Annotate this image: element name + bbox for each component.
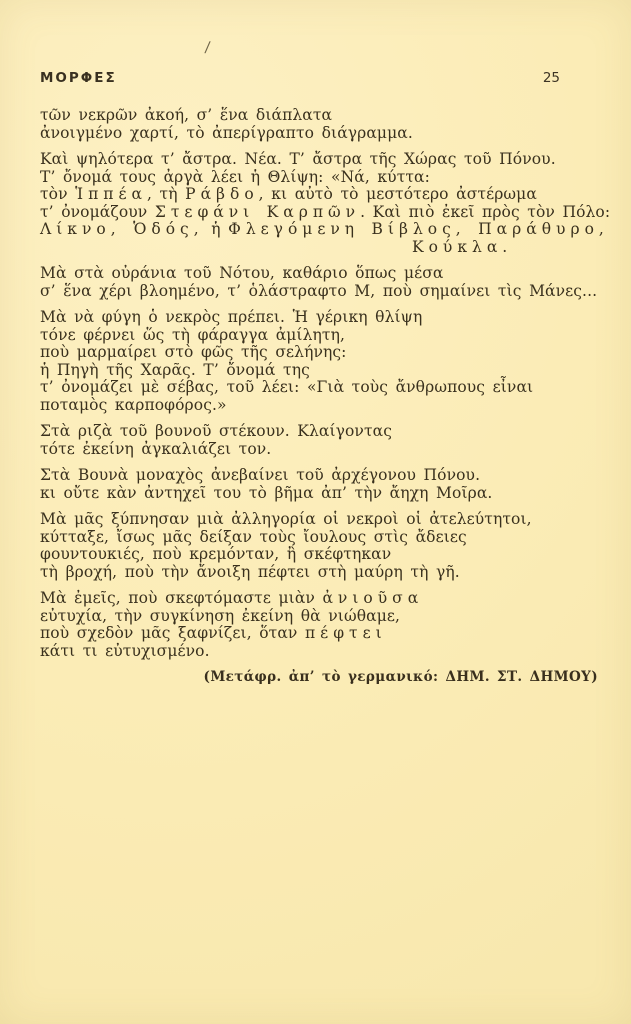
- poem-line: [40, 511, 598, 529]
- page-content: [40, 70, 611, 685]
- running-head: [40, 70, 598, 86]
- text-segment: Μὰ μᾶς ξύπνησαν μιὰ ἀλληγορία οἱ νεκροὶ οἱ ἀτελεύτητοι,: [40, 510, 532, 528]
- translator-attribution: (Μετάφρ. ἀπ’ τὸ γερμανικό: ΔΗΜ. ΣΤ. ΔΗΜΟΥ): [203, 669, 598, 685]
- poem-line: [40, 151, 598, 169]
- text-segment: ποὺ μαρμαίρει στὸ φῶς τῆς σελήνης:: [40, 343, 347, 361]
- poem-line: [40, 625, 598, 643]
- letterspaced-word: Λίκνο, Ὁδός,: [40, 220, 204, 238]
- text-segment: , τὴ: [146, 185, 186, 203]
- text-segment: ἡ: [203, 220, 229, 238]
- letterspaced-word: Φλεγόμενη Βίβλος, Παράθυρο,: [228, 220, 609, 238]
- letterspaced-word: Ράβδο: [185, 185, 259, 203]
- poem-line: [40, 220, 609, 239]
- stanza: [40, 309, 598, 414]
- stanza: [40, 590, 598, 660]
- text-segment: κάτι τι εὐτυχισμένο.: [40, 641, 210, 660]
- text-segment: . Καὶ πιὸ ἐκεῖ πρὸς τὸν Πόλο:: [360, 202, 611, 221]
- poem-line: [40, 107, 598, 125]
- poem-line: [412, 239, 598, 257]
- stanza: [40, 467, 598, 502]
- poem-line: [40, 529, 598, 547]
- stanza: [40, 265, 598, 300]
- text-segment: Στὰ Βουνὰ μοναχὸς ἀνεβαίνει τοῦ ἀρχέγονου Πόνου.: [40, 466, 481, 484]
- poem-line: [40, 485, 598, 503]
- stray-ink-mark: /: [204, 37, 211, 57]
- poem-line: [40, 379, 598, 397]
- letterspaced-word: ἀνιοῦσα: [322, 589, 424, 607]
- text-segment: τ’ ὀνομάζουν: [40, 202, 155, 221]
- text-segment: τότε ἐκείνη ἀγκαλιάζει τον.: [40, 439, 272, 458]
- text-segment: , κι αὐτὸ τὸ μεστότερο ἀστέρωμα: [258, 185, 537, 203]
- stanza: [40, 511, 598, 581]
- text-segment: ἀνοιγμένο χαρτί, τὸ ἀπερίγραπτο διάγραμμα.: [40, 123, 413, 142]
- poem-line: [40, 467, 598, 485]
- poem-line: [40, 327, 598, 345]
- text-segment: τ’ ὀνομάζει μὲ σέβας, τοῦ λέει: «Γιὰ τοὺς ἄνθρωπους εἶναι: [40, 378, 534, 396]
- letterspaced-word: Ἱππέα: [75, 185, 147, 203]
- text-segment: Τ’ ὄνομά τους ἀργὰ λέει ἡ Θλίψη: «Νά, κύττα:: [40, 167, 430, 186]
- text-segment: τὸν: [40, 185, 76, 203]
- poem: [40, 106, 611, 660]
- text-segment: τῶν νεκρῶν ἀκοή, σ’ ἕνα διάπλατα: [40, 106, 333, 124]
- stanza: [40, 150, 611, 256]
- text-segment: ἡ Πηγὴ τῆς Χαρᾶς. Τ’ ὄνομά της: [40, 360, 310, 379]
- text-segment: Καὶ ψηλότερα τ’ ἄστρα. Νέα. Τ’ ἄστρα τῆς Χώρας τοῦ Πόνου.: [40, 150, 556, 168]
- text-segment: Στὰ ριζὰ τοῦ βουνοῦ στέκουν. Κλαίγοντας: [40, 422, 392, 440]
- poem-line: [40, 441, 598, 459]
- text-segment: Μὰ ἐμεῖς, ποὺ σκεφτόμαστε μιὰν: [40, 589, 323, 607]
- text-segment: Μὰ στὰ οὐράνια τοῦ Νότου, καθάριο ὅπως μέσα: [40, 264, 444, 282]
- text-segment: ποὺ σχεδὸν μᾶς ξαφνίζει, ὅταν: [40, 624, 305, 642]
- text-segment: εὐτυχία, τὴν συγκίνηση ἐκείνη θὰ νιώθαμε,: [40, 606, 401, 625]
- poem-line: [40, 265, 598, 283]
- text-segment: τὴ βροχή, ποὺ τὴν ἄνοιξη πέφτει στὴ μαύρη τὴ γῆ.: [40, 562, 460, 581]
- poem-line: [40, 309, 598, 327]
- page-number: 25: [542, 70, 560, 86]
- poem-line: [40, 344, 598, 362]
- text-segment: τόνε φέρνει ὥς τὴ φάραγγα ἀμίλητη,: [40, 325, 346, 344]
- text-segment: ποταμὸς καρποφόρος.»: [40, 395, 227, 414]
- poem-line: [40, 643, 598, 661]
- poem-line: [40, 283, 598, 301]
- poem-line: [40, 202, 611, 222]
- poem-line: [40, 590, 598, 608]
- poem-line: [40, 423, 598, 441]
- text-segment: Μὰ νὰ φύγη ὁ νεκρὸς πρέπει. Ἡ γέρικη θλίψη: [40, 308, 423, 326]
- text-segment: σ’ ἕνα χέρι βλοημένο, τ’ ὁλάστραφτο Μ, ποὺ σημαίνει τὶς Μάνες...: [40, 281, 598, 300]
- stanza: [40, 423, 598, 458]
- poem-line: [40, 608, 598, 626]
- running-title: ΜΟΡΦΕΣ: [40, 70, 117, 86]
- poem-line: [40, 564, 598, 582]
- poem-line: [40, 169, 598, 187]
- stanza: [40, 107, 598, 142]
- letterspaced-word: Στεφάνι Καρπῶν: [154, 202, 361, 221]
- poem-line: [40, 362, 598, 380]
- letterspaced-word: πέφτει: [304, 624, 387, 642]
- poem-line: [40, 186, 598, 204]
- poem-line: [40, 546, 598, 564]
- text-segment: κύτταξε, ἴσως μᾶς δείξαν τοὺς ἴουλους στὶς ἄδειες: [40, 527, 467, 546]
- text-segment: φουντουκιές, ποὺ κρεμόνταν, ἢ σκέφτηκαν: [40, 545, 392, 563]
- poem-line: [40, 125, 598, 143]
- letterspaced-word: Κούκλα.: [412, 237, 513, 256]
- text-segment: κι οὔτε κὰν ἀντηχεῖ του τὸ βῆμα ἀπ’ τὴν ἄηχη Μοῖρα.: [40, 483, 493, 502]
- poem-line: [40, 397, 598, 415]
